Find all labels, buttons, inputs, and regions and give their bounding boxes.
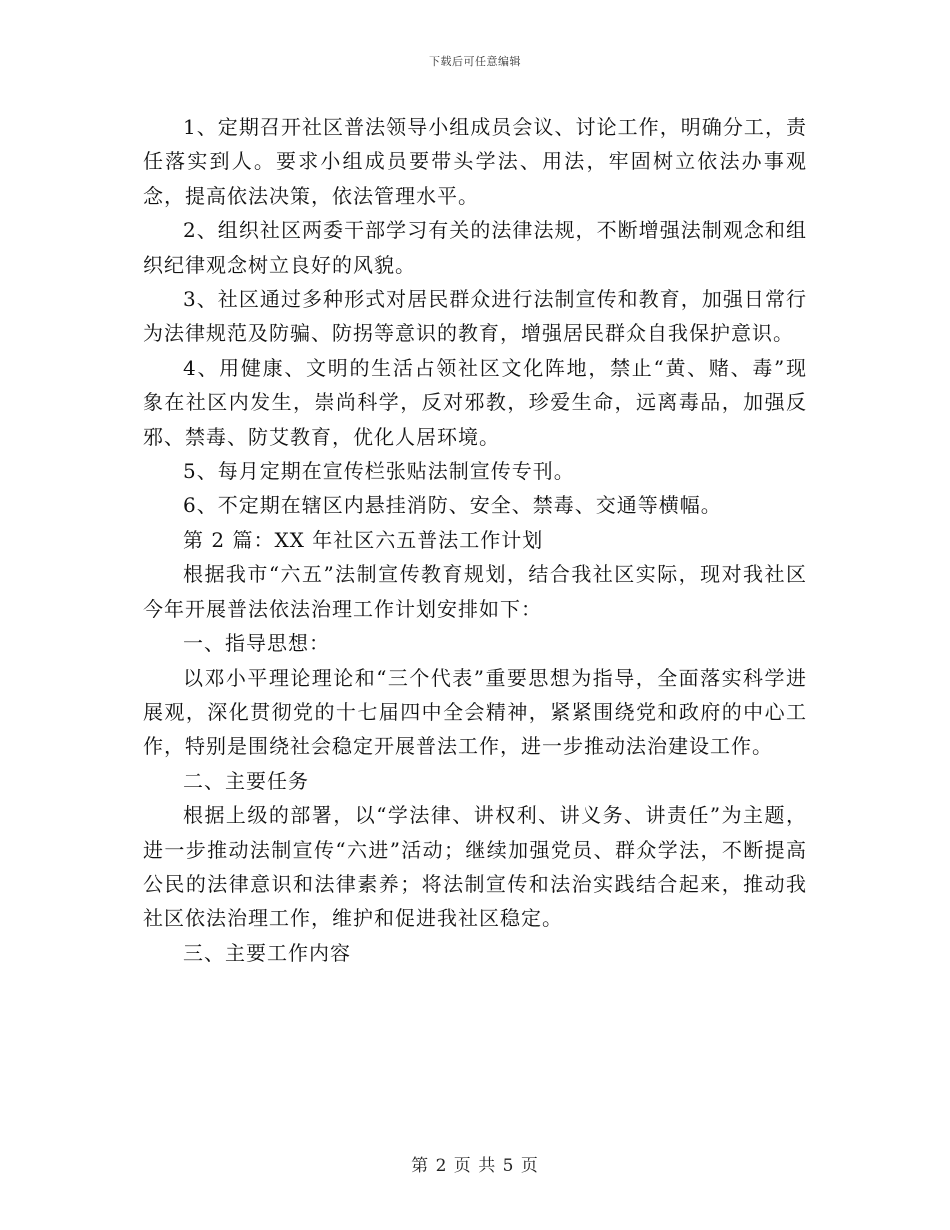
- paragraph-item-4: 4、用健康、文明的生活占领社区文化阵地，禁止“黄、赌、毒”现象在社区内发生，崇尚科学，反对邪教，珍爱生命，远离毒品，加强反邪、禁毒、防艾教育，优化人居环境。: [143, 355, 807, 449]
- section-title: 第 2 篇：XX 年社区六五普法工作计划: [183, 527, 544, 552]
- heading-main-tasks: 二、主要任务: [183, 768, 309, 793]
- paragraph-item-2: 2、组织社区两委干部学习有关的法律法规，不断增强法制观念和组织纪律观念树立良好的风貌。: [143, 218, 807, 277]
- page-number: 第 2 页 共 5 页: [411, 1156, 539, 1176]
- intro-paragraph: 根据我市“六五”法制宣传教育规划，结合我社区实际，现对我社区今年开展普法依法治理工作计划安排如下：: [143, 562, 807, 621]
- heading-main-work-content: 三、主要工作内容: [183, 940, 351, 965]
- paragraph-main-tasks: 根据上级的部署，以“学法律、讲权利、讲义务、讲责任”为主题，进一步推动法制宣传“六进”活动；继续加强党员、群众学法，不断提高公民的法律意识和法律素养；将法制宣传和法治实践结合起来，推动我社区依法治理工作，维护和促进我社区稳定。: [143, 803, 807, 931]
- heading-guiding-thought: 一、指导思想：: [183, 631, 330, 656]
- paragraph-item-1: 1、定期召开社区普法领导小组成员会议、讨论工作，明确分工，责任落实到人。要求小组成员要带头学法、用法，牢固树立依法办事观念，提高依法决策，依法管理水平。: [143, 115, 807, 208]
- paragraph-item-3: 3、社区通过多种形式对居民群众进行法制宣传和教育，加强日常行为法律规范及防骗、防拐等意识的教育，增强居民群众自我保护意识。: [143, 287, 807, 346]
- document-body: [143, 110, 807, 970]
- paragraph-guiding-thought: 以邓小平理论理论和“三个代表”重要思想为指导，全面落实科学进展观，深化贯彻党的十七届四中全会精神，紧紧围绕党和政府的中心工作，特别是围绕社会稳定开展普法工作，进一步推动法治建设工作。: [143, 665, 807, 759]
- paragraph-item-5: 5、每月定期在宣传栏张贴法制宣传专刊。: [183, 459, 575, 484]
- paragraph-item-6: 6、不定期在辖区内悬挂消防、安全、禁毒、交通等横幅。: [183, 493, 722, 518]
- page-header-note: 下载后可任意编辑: [429, 55, 521, 68]
